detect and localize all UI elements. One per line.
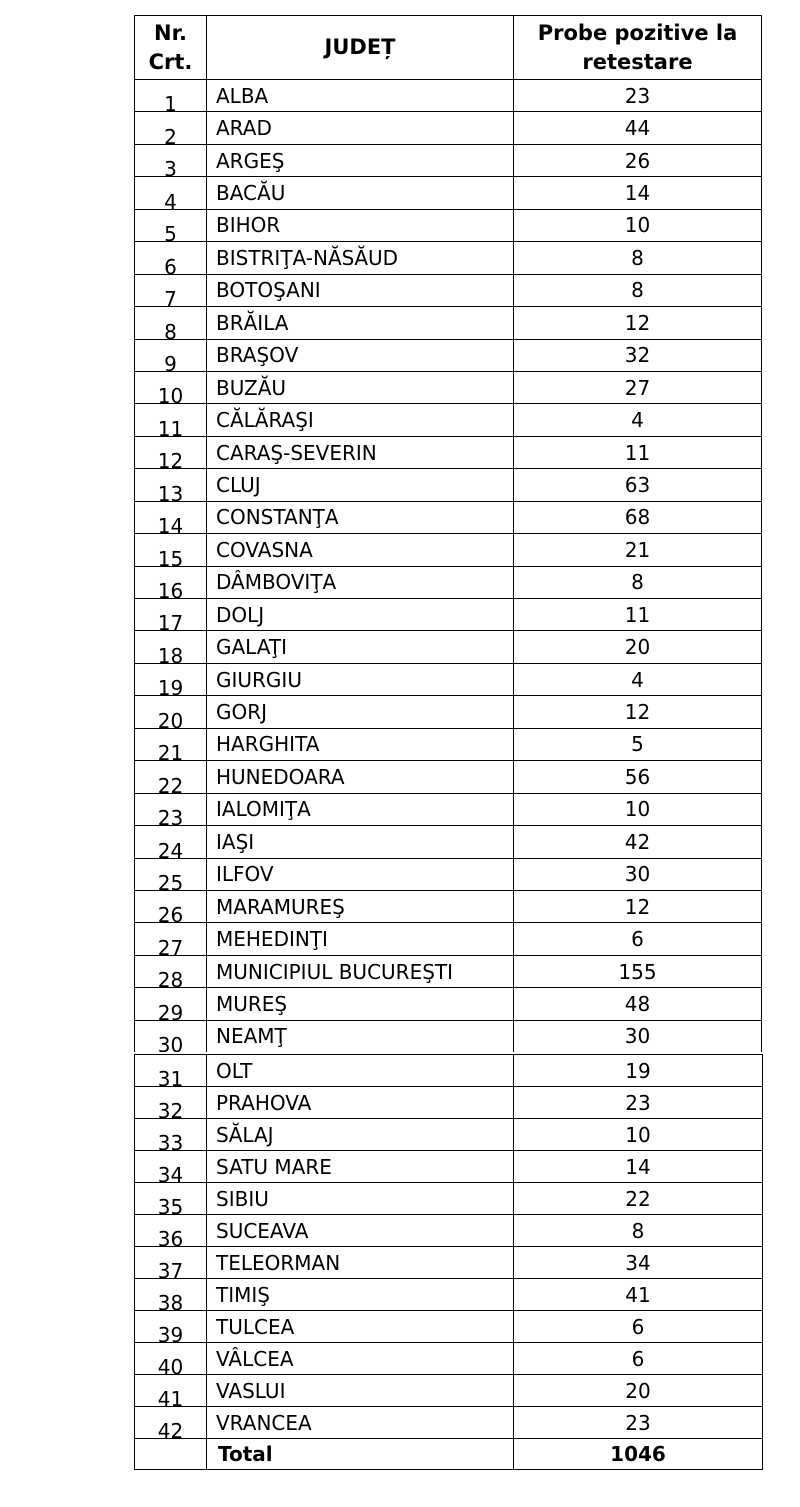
header-nr-line1: Nr. xyxy=(154,20,187,45)
county-name: NEAMŢ xyxy=(207,1020,514,1052)
table-row xyxy=(135,1279,763,1311)
county-name: BRAŞOV xyxy=(207,339,514,371)
county-name: ARAD xyxy=(207,112,514,144)
row-number xyxy=(135,1020,207,1052)
positive-count: 23 xyxy=(514,1407,763,1439)
table-row xyxy=(135,242,762,274)
positive-count: 12 xyxy=(514,890,762,922)
table-body-bottom xyxy=(135,1055,763,1470)
county-name: MUNICIPIUL BUCUREŞTI xyxy=(207,955,514,987)
row-number xyxy=(135,566,207,598)
county-name: GIURGIU xyxy=(207,663,514,695)
positive-count: 4 xyxy=(514,663,762,695)
row-number-text: 31 xyxy=(157,1067,184,1087)
header-nr-line2: Crt. xyxy=(148,49,193,74)
county-name: CĂLĂRAŞI xyxy=(207,404,514,436)
positive-count: 19 xyxy=(514,1055,763,1087)
row-number xyxy=(135,1215,207,1247)
table-row xyxy=(135,501,762,533)
row-number-text: 23 xyxy=(157,806,184,826)
positive-count: 41 xyxy=(514,1279,763,1311)
county-name: SIBIU xyxy=(207,1183,514,1215)
row-number xyxy=(135,1343,207,1375)
row-number xyxy=(135,404,207,436)
positive-count: 14 xyxy=(514,1151,763,1183)
table-row xyxy=(135,1215,763,1247)
positive-count: 27 xyxy=(514,371,762,403)
county-name: PRAHOVA xyxy=(207,1087,514,1119)
table-row xyxy=(135,955,762,987)
row-number xyxy=(135,1279,207,1311)
header-probe xyxy=(514,16,762,80)
row-number-text: 27 xyxy=(157,935,184,956)
row-number-text: 14 xyxy=(157,514,184,534)
row-number xyxy=(135,80,207,112)
county-name: CONSTANŢA xyxy=(207,501,514,533)
positive-count: 5 xyxy=(514,728,762,760)
table-row xyxy=(135,1055,763,1087)
positive-count: 8 xyxy=(514,242,762,274)
table-row xyxy=(135,371,762,403)
table-row xyxy=(135,80,762,112)
table-row xyxy=(135,1375,763,1407)
county-name: TULCEA xyxy=(207,1311,514,1343)
total-value: 1046 xyxy=(514,1439,763,1470)
row-number xyxy=(135,1247,207,1279)
row-number xyxy=(135,501,207,533)
row-number xyxy=(135,1119,207,1151)
row-number-text: 22 xyxy=(157,773,184,794)
county-name: IAŞI xyxy=(207,826,514,858)
county-name: MARAMUREŞ xyxy=(207,890,514,922)
table-row xyxy=(135,436,762,468)
county-name: GALAŢI xyxy=(207,631,514,663)
positive-count: 4 xyxy=(514,404,762,436)
positive-count: 8 xyxy=(514,274,762,306)
table-row xyxy=(135,469,762,501)
row-number-text: 11 xyxy=(157,416,184,437)
table-row xyxy=(135,890,762,922)
table-row xyxy=(135,923,762,955)
county-name: BUZĂU xyxy=(207,371,514,403)
row-number xyxy=(135,209,207,241)
table-row xyxy=(135,761,762,793)
positive-count: 21 xyxy=(514,534,762,566)
row-number-text: 28 xyxy=(157,968,184,988)
row-number xyxy=(135,1183,207,1215)
table-row xyxy=(135,663,762,695)
row-number-text: 40 xyxy=(157,1355,184,1375)
row-number xyxy=(135,1055,207,1087)
row-number xyxy=(135,112,207,144)
row-number-text: 37 xyxy=(157,1259,184,1279)
county-name: VASLUI xyxy=(207,1375,514,1407)
table-row xyxy=(135,1183,763,1215)
table-row xyxy=(135,858,762,890)
row-number-text: 8 xyxy=(164,319,177,339)
positive-count: 20 xyxy=(514,1375,763,1407)
row-number xyxy=(135,371,207,403)
positive-count: 32 xyxy=(514,339,762,371)
table-row xyxy=(135,307,762,339)
row-number xyxy=(135,144,207,176)
county-name: MUREŞ xyxy=(207,988,514,1020)
row-number-text: 5 xyxy=(164,222,177,242)
positive-count: 23 xyxy=(514,80,762,112)
positive-retest-table-continued xyxy=(134,1054,763,1470)
positive-count: 23 xyxy=(514,1087,763,1119)
row-number xyxy=(135,599,207,631)
table-row xyxy=(135,404,762,436)
positive-count: 20 xyxy=(514,631,762,663)
county-name: TIMIŞ xyxy=(207,1279,514,1311)
county-name: DÂMBOVIŢA xyxy=(207,566,514,598)
total-empty-cell xyxy=(135,1439,207,1470)
row-number-text: 32 xyxy=(157,1099,184,1119)
county-name: SATU MARE xyxy=(207,1151,514,1183)
positive-count: 6 xyxy=(514,1311,763,1343)
row-number-text: 42 xyxy=(157,1419,184,1439)
header-probe-line2: retestare xyxy=(582,49,693,74)
row-number-text: 34 xyxy=(157,1163,184,1183)
row-number xyxy=(135,339,207,371)
row-number-text: 29 xyxy=(157,1000,184,1021)
table-row xyxy=(135,339,762,371)
row-number-text: 39 xyxy=(157,1323,184,1343)
positive-count: 6 xyxy=(514,923,762,955)
row-number-text: 41 xyxy=(157,1387,184,1407)
row-number xyxy=(135,469,207,501)
table-row xyxy=(135,144,762,176)
row-number-text: 33 xyxy=(157,1131,184,1151)
row-number xyxy=(135,307,207,339)
row-number-text: 4 xyxy=(164,189,177,210)
county-name: SUCEAVA xyxy=(207,1215,514,1247)
row-number-text: 19 xyxy=(157,676,184,696)
table-row xyxy=(135,793,762,825)
header-probe-line1: Probe pozitive la xyxy=(537,20,738,45)
row-number xyxy=(135,923,207,955)
county-name: ALBA xyxy=(207,80,514,112)
positive-count: 10 xyxy=(514,209,762,241)
table-row xyxy=(135,566,762,598)
row-number-text: 26 xyxy=(157,903,184,923)
table-row xyxy=(135,1119,763,1151)
positive-count: 48 xyxy=(514,988,762,1020)
row-number xyxy=(135,177,207,209)
row-number xyxy=(135,436,207,468)
row-number-text: 13 xyxy=(157,481,184,502)
positive-count: 44 xyxy=(514,112,762,144)
row-number xyxy=(135,696,207,728)
positive-count: 10 xyxy=(514,1119,763,1151)
row-number xyxy=(135,1311,207,1343)
row-number xyxy=(135,793,207,825)
row-number-text: 21 xyxy=(157,741,184,761)
positive-count: 22 xyxy=(514,1183,763,1215)
row-number xyxy=(135,728,207,760)
county-name: HUNEDOARA xyxy=(207,761,514,793)
row-number xyxy=(135,242,207,274)
row-number-text: 30 xyxy=(157,1033,184,1053)
table-row xyxy=(135,209,762,241)
row-number xyxy=(135,534,207,566)
row-number-text: 3 xyxy=(164,157,177,177)
table-row xyxy=(135,1151,763,1183)
row-number-text: 36 xyxy=(157,1227,184,1247)
county-name: CARAŞ-SEVERIN xyxy=(207,436,514,468)
row-number xyxy=(135,663,207,695)
positive-count: 30 xyxy=(514,858,762,890)
county-name: GORJ xyxy=(207,696,514,728)
row-number xyxy=(135,858,207,890)
positive-count: 12 xyxy=(514,696,762,728)
row-number-text: 12 xyxy=(157,449,184,469)
row-number xyxy=(135,761,207,793)
positive-count: 68 xyxy=(514,501,762,533)
positive-count: 6 xyxy=(514,1343,763,1375)
table-row xyxy=(135,534,762,566)
row-number xyxy=(135,1407,207,1439)
positive-count: 8 xyxy=(514,1215,763,1247)
table-row xyxy=(135,1407,763,1439)
table-row xyxy=(135,988,762,1020)
county-name: BISTRIŢA-NĂSĂUD xyxy=(207,242,514,274)
positive-count: 63 xyxy=(514,469,762,501)
row-number-text: 17 xyxy=(157,611,184,631)
table-row xyxy=(135,177,762,209)
row-number-text: 6 xyxy=(164,254,177,275)
row-number xyxy=(135,826,207,858)
table-row xyxy=(135,1311,763,1343)
county-name: BOTOŞANI xyxy=(207,274,514,306)
row-number xyxy=(135,274,207,306)
county-name: SĂLAJ xyxy=(207,1119,514,1151)
county-name: VRANCEA xyxy=(207,1407,514,1439)
positive-count: 11 xyxy=(514,436,762,468)
table-row xyxy=(135,274,762,306)
county-name: VÂLCEA xyxy=(207,1343,514,1375)
table-row xyxy=(135,1247,763,1279)
row-number-text: 38 xyxy=(157,1291,184,1311)
positive-count: 34 xyxy=(514,1247,763,1279)
row-number-text: 16 xyxy=(157,579,184,599)
row-number xyxy=(135,1375,207,1407)
table-row xyxy=(135,696,762,728)
total-label: Total xyxy=(207,1439,514,1470)
county-name: HARGHITA xyxy=(207,728,514,760)
county-name: BRĂILA xyxy=(207,307,514,339)
table-row xyxy=(135,631,762,663)
header-nr-crt xyxy=(135,16,207,80)
county-name: BIHOR xyxy=(207,209,514,241)
county-name: IALOMIŢA xyxy=(207,793,514,825)
county-name: TELEORMAN xyxy=(207,1247,514,1279)
row-number xyxy=(135,1151,207,1183)
header-judet: JUDEȚ xyxy=(207,16,514,80)
table-row xyxy=(135,1343,763,1375)
table-row xyxy=(135,112,762,144)
county-name: DOLJ xyxy=(207,599,514,631)
table-row xyxy=(135,728,762,760)
table-body-top xyxy=(135,16,762,1053)
positive-count: 26 xyxy=(514,144,762,176)
row-number-text: 24 xyxy=(157,838,184,858)
row-number-text: 7 xyxy=(164,287,177,307)
row-number-text: 9 xyxy=(164,351,177,372)
row-number-text: 10 xyxy=(157,384,184,404)
positive-count: 14 xyxy=(514,177,762,209)
row-number-text: 18 xyxy=(157,643,184,664)
table-row xyxy=(135,1087,763,1119)
row-number-text: 20 xyxy=(157,708,184,729)
positive-count: 8 xyxy=(514,566,762,598)
positive-count: 12 xyxy=(514,307,762,339)
positive-count: 42 xyxy=(514,826,762,858)
county-name: COVASNA xyxy=(207,534,514,566)
county-name: OLT xyxy=(207,1055,514,1087)
row-number xyxy=(135,631,207,663)
row-number-text: 15 xyxy=(157,546,184,567)
total-row xyxy=(135,1439,763,1470)
county-name: BACĂU xyxy=(207,177,514,209)
county-name: MEHEDINŢI xyxy=(207,923,514,955)
row-number-text: 1 xyxy=(164,92,177,112)
county-name: ILFOV xyxy=(207,858,514,890)
row-number xyxy=(135,955,207,987)
positive-count: 30 xyxy=(514,1020,762,1052)
county-name: ARGEŞ xyxy=(207,144,514,176)
positive-count: 10 xyxy=(514,793,762,825)
row-number-text: 2 xyxy=(164,124,177,145)
positive-count: 56 xyxy=(514,761,762,793)
positive-retest-table xyxy=(134,15,762,1052)
row-number-text: 25 xyxy=(157,870,184,891)
county-name: CLUJ xyxy=(207,469,514,501)
positive-count: 11 xyxy=(514,599,762,631)
row-number xyxy=(135,890,207,922)
row-number xyxy=(135,1087,207,1119)
table-row xyxy=(135,1020,762,1052)
table-row xyxy=(135,599,762,631)
table-row xyxy=(135,826,762,858)
row-number xyxy=(135,988,207,1020)
positive-count: 155 xyxy=(514,955,762,987)
table-header-row xyxy=(135,16,762,80)
row-number-text: 35 xyxy=(157,1195,184,1215)
